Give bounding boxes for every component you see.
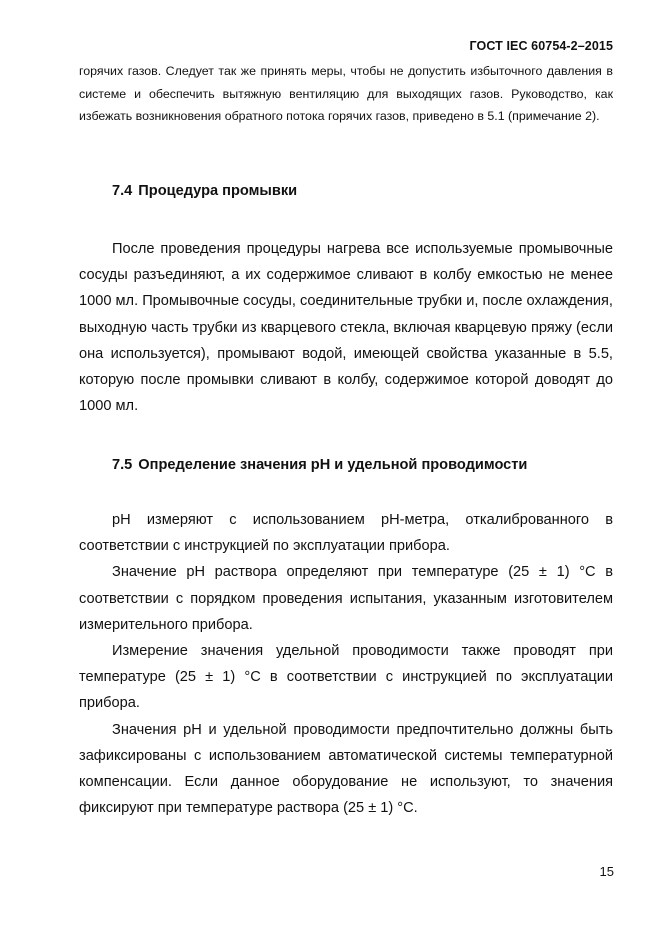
section-heading-7-5 [112, 457, 527, 473]
paragraph: Значения рН и удельной проводимости предпочтительно должны быть зафиксированы с использованием автоматической системы температурной компенсации. Если данное оборудование не используют, то значения фиксируют при температуре раствора (25 ± 1) °С. [79, 721, 613, 817]
section-number: 7.5 [112, 457, 133, 473]
intro-paragraph: горячих газов. Следует так же принять меры, чтобы не допустить избыточного давления в системе и обеспечить вытяжную вентиляцию для выходящих газов. Руководство, как избежать возникновения обратного потока горячих газов, приведено в 5.1 (примечание 2). [79, 64, 613, 123]
section-7-5-body [79, 507, 613, 821]
paragraph: После проведения процедуры нагрева все используемые промывочные сосуды разъединяют, а их содержимое сливают в колбу емкостью не менее 1000 мл. Промывочные сосуды, соединительные трубки и, после охлаждения, выходную часть трубки из кварцевого стекла, включая кварцевую пряжу (если она используется), промывают водой, имеющей свойства указанные в 5.5, которую после промывки сливают в колбу, содержимое которой доводят до 1000 мл. [79, 241, 613, 415]
section-7-4-body [79, 236, 613, 419]
section-title: Определение значения рН и удельной проводимости [138, 457, 528, 473]
page-number: 15 [599, 864, 614, 879]
section-number: 7.4 [112, 183, 133, 199]
document-code: ГОСТ IEC 60754-2–2015 [469, 39, 613, 53]
paragraph: Измерение значения удельной проводимости также проводят при температуре (25 ± 1) °С в соответствии с инструкцией по эксплуатации прибора. [79, 643, 613, 712]
section-heading-7-4 [112, 183, 297, 199]
paragraph: рН измеряют с использованием рН-метра, откалиброванного в соответствии с инструкцией по эксплуатации прибора. [79, 512, 613, 555]
paragraph: Значение рН раствора определяют при температуре (25 ± 1) °С в соответствии с порядком проведения испытания, указанным изготовителем измерительного прибора. [79, 564, 613, 633]
section-title: Процедура промывки [138, 183, 298, 199]
